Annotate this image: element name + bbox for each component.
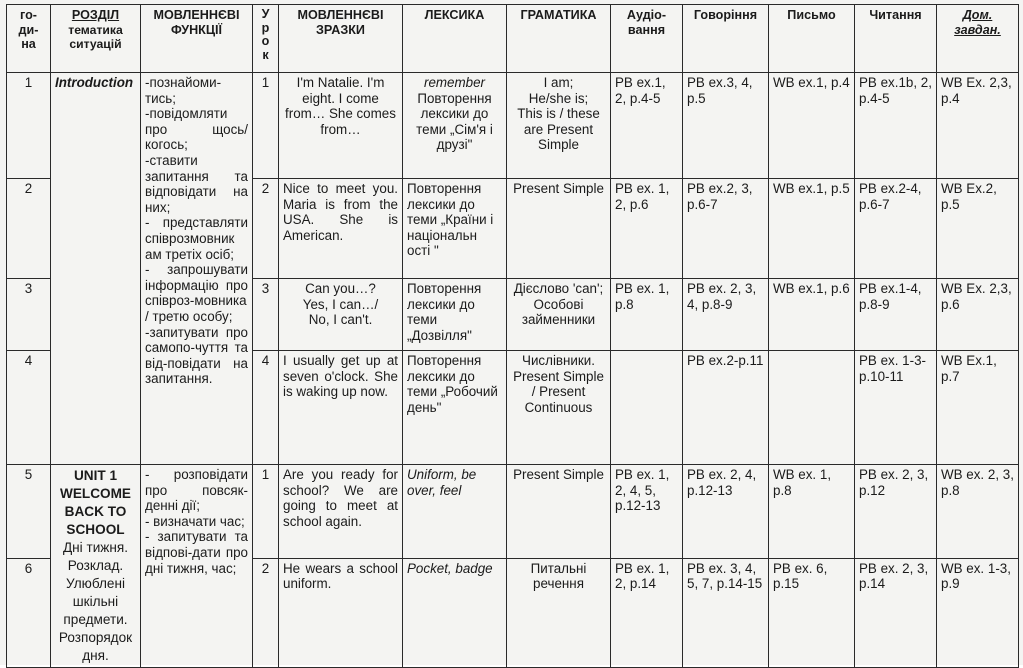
header-vocab: ЛЕКСИКА [403, 5, 507, 73]
functions-cell: -познайоми-тись; -повідомляти про щось/ когось; -ставити запитання та відповідати на них; - представляти співрозмовник ам третіх осіб; - запрошувати інформацію про співроз-мовника / третю особу; -запитувати про самопо-чуття та від-повідати на запитання. [141, 73, 253, 465]
grammar-cell: Дієслово 'can'; Особові займенники [507, 279, 611, 351]
writing-cell [769, 351, 855, 465]
header-speaking: Говоріння [683, 5, 769, 73]
speaking-cell: PB ex.2-p.11 [683, 351, 769, 465]
grammar-cell: Present Simple [507, 179, 611, 279]
grammar-cell: Present Simple [507, 465, 611, 559]
vocab-cell: Повторення лексики до теми „Дозвілля" [403, 279, 507, 351]
samples-cell: Are you ready for school? We are going to meet at school again. [279, 465, 403, 559]
header-samples: МОВЛЕННЄВІ ЗРАЗКИ [279, 5, 403, 73]
writing-cell: PB ex. 6, p.15 [769, 558, 855, 667]
samples-cell: Nice to meet you. Maria is from the USA. She is American. [279, 179, 403, 279]
samples-cell: I usually get up at seven o'clock. She is waking up now. [279, 351, 403, 465]
header-row [7, 5, 1019, 73]
homework-cell: WB Ex. 2,3, p.6 [937, 279, 1019, 351]
vocab-cell: Pocket, badge [403, 558, 507, 667]
reading-cell: PB ex. 1-3-p.10-11 [855, 351, 937, 465]
hour-cell: 5 [7, 465, 51, 559]
section-cell: Introduction [51, 73, 141, 465]
lesson-plan-table [6, 4, 1019, 668]
header-hour: го- ди- на [7, 5, 51, 73]
table-row [7, 465, 1019, 559]
audio-cell: PB ex. 1, 2, p.14 [611, 558, 683, 667]
unit-title: UNIT 1 WELCOME BACK TO SCHOOL [60, 468, 131, 537]
grammar-cell: I am; He/she is; This is / these are Present Simple [507, 73, 611, 179]
hour-cell: 4 [7, 351, 51, 465]
section-cell [51, 465, 141, 668]
reading-cell: PB ex.1b, 2, p.4-5 [855, 73, 937, 179]
hour-cell: 2 [7, 179, 51, 279]
samples-cell: He wears a school uniform. [279, 558, 403, 667]
homework-cell: WB ex. 1-3, p.9 [937, 558, 1019, 667]
lesson-cell: 2 [253, 558, 279, 667]
hour-cell: 6 [7, 558, 51, 667]
speaking-cell: PB ex. 3, 4, 5, 7, p.14-15 [683, 558, 769, 667]
speaking-cell: PB ex. 2, 3, 4, p.8-9 [683, 279, 769, 351]
audio-cell: PB ex. 1, p.8 [611, 279, 683, 351]
grammar-cell: Числівники. Present Simple / Present Continuous [507, 351, 611, 465]
header-reading: Читання [855, 5, 937, 73]
reading-cell: PB ex. 2, 3, p.14 [855, 558, 937, 667]
header-homework: Дом. завдан. [937, 5, 1019, 73]
homework-cell: WB Ex.1, p.7 [937, 351, 1019, 465]
header-section: РОЗДІЛ тематика ситуацій [51, 5, 141, 73]
lesson-cell: 4 [253, 351, 279, 465]
lesson-cell: 1 [253, 73, 279, 179]
reading-cell: PB ex. 2, 3, p.12 [855, 465, 937, 559]
samples-cell: I'm Natalie. I'm eight. I come from… She comes from… [279, 73, 403, 179]
audio-cell [611, 351, 683, 465]
audio-cell: PB ex. 1, 2, 4, 5, p.12-13 [611, 465, 683, 559]
homework-cell: WB Ex.2, p.5 [937, 179, 1019, 279]
unit-topics: Дні тижня. Розклад. Улюблені шкільні предмети. Розпорядок дня. [58, 540, 133, 663]
samples-cell: Can you…? Yes, I can…/ No, I can't. [279, 279, 403, 351]
hour-cell: 1 [7, 73, 51, 179]
grammar-cell: Питальні речення [507, 558, 611, 667]
header-audio: Аудіо-вання [611, 5, 683, 73]
speaking-cell: PB ex.2, 3, p.6-7 [683, 179, 769, 279]
functions-cell: - розповідати про повсяк-денні дії; - визначати час; - запитувати та відпові-дати про дні тижня, час; [141, 465, 253, 668]
vocab-cell: Повторення лексики до теми „Країни і національн ості " [403, 179, 507, 279]
table-row [7, 73, 1019, 179]
vocab-cell: remember Повторення лексики до теми „Сім'я і друзі" [403, 73, 507, 179]
header-grammar: ГРАМАТИКА [507, 5, 611, 73]
lesson-cell: 3 [253, 279, 279, 351]
writing-cell: WB ex. 1, p.8 [769, 465, 855, 559]
writing-cell: WB ex.1, p.5 [769, 179, 855, 279]
header-writing: Письмо [769, 5, 855, 73]
vocab-cell: Uniform, be over, feel [403, 465, 507, 559]
lesson-cell: 2 [253, 179, 279, 279]
writing-cell: WB ex.1, p.6 [769, 279, 855, 351]
homework-cell: WB ex. 2, 3, p.8 [937, 465, 1019, 559]
header-functions: МОВЛЕННЄВІ ФУНКЦІЇ [141, 5, 253, 73]
audio-cell: PB ex.1, 2, p.4-5 [611, 73, 683, 179]
audio-cell: PB ex. 1, 2, p.6 [611, 179, 683, 279]
reading-cell: PB ex.2-4, p.6-7 [855, 179, 937, 279]
vocab-cell: Повторення лексики до теми „Робочий день" [403, 351, 507, 465]
hour-cell: 3 [7, 279, 51, 351]
speaking-cell: PB ex.3, 4, p.5 [683, 73, 769, 179]
reading-cell: PB ex.1-4, p.8-9 [855, 279, 937, 351]
homework-cell: WB Ex. 2,3, p.4 [937, 73, 1019, 179]
header-lesson: У р о к [253, 5, 279, 73]
speaking-cell: PB ex. 2, 4, p.12-13 [683, 465, 769, 559]
writing-cell: WB ex.1, p.4 [769, 73, 855, 179]
lesson-cell: 1 [253, 465, 279, 559]
